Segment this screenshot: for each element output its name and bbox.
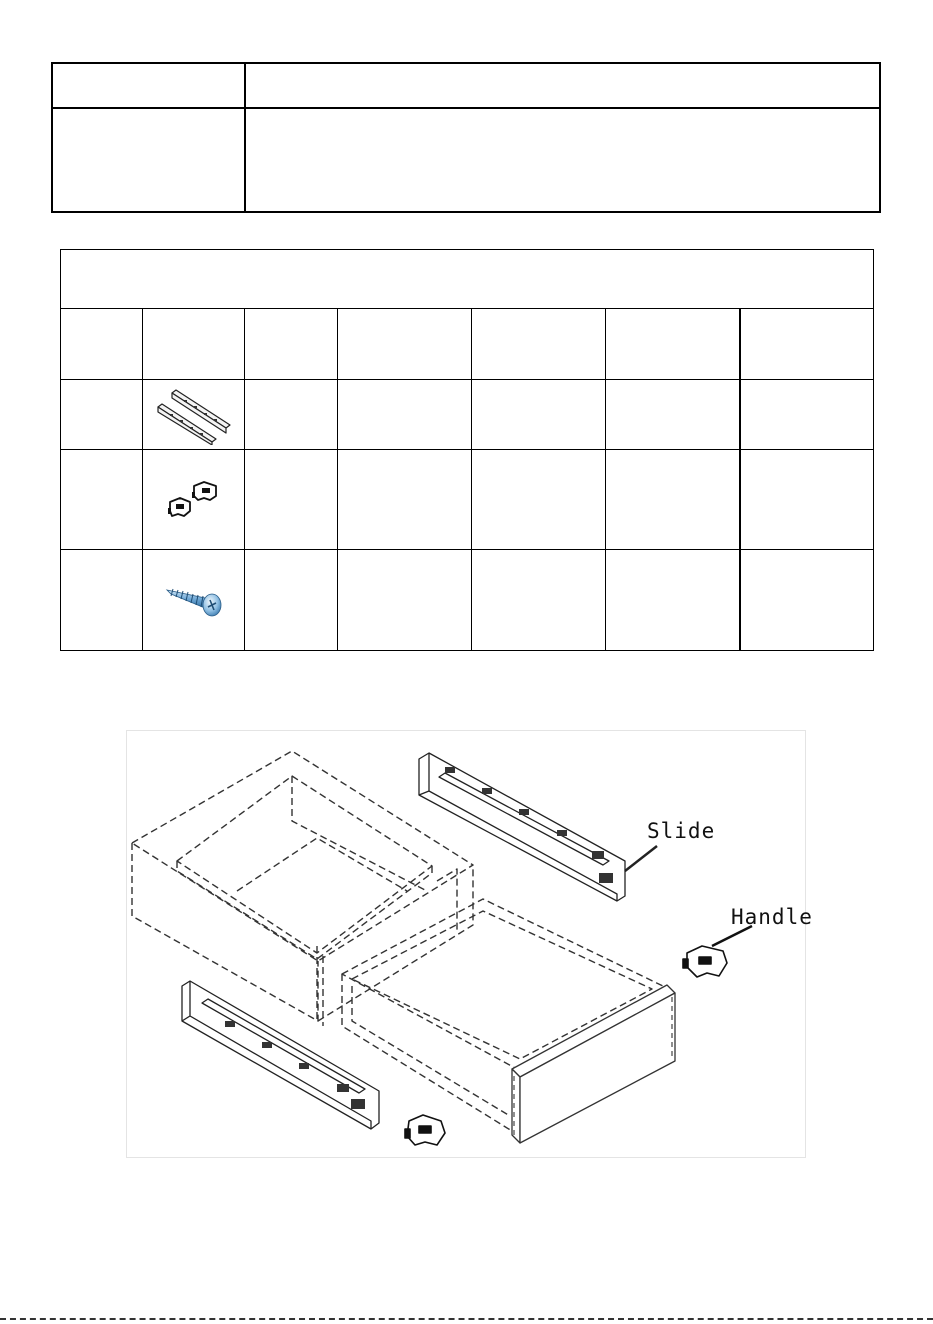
handle-clip-bottom (405, 1115, 445, 1145)
part-cell (740, 550, 874, 651)
info-value-cell (245, 63, 880, 108)
exploded-view-drawing (127, 731, 807, 1159)
part-cell (472, 450, 606, 550)
header-cell (740, 309, 874, 380)
page-bottom-edge (0, 1318, 933, 1320)
header-cell (338, 309, 472, 380)
part-image-cell (143, 450, 245, 550)
part-cell (740, 380, 874, 450)
info-label-cell (52, 108, 245, 212)
slide-rail-lower (182, 981, 379, 1129)
part-cell (61, 450, 143, 550)
drawer-front-panel (512, 985, 675, 1143)
part-cell (338, 550, 472, 651)
info-label-cell (52, 63, 245, 108)
part-image-cell (143, 380, 245, 450)
assembly-diagram (126, 730, 813, 1158)
part-cell (61, 550, 143, 651)
part-cell (740, 450, 874, 550)
slide-rail-upper (419, 753, 657, 901)
part-cell (338, 380, 472, 450)
part-row (61, 380, 874, 450)
part-cell (338, 450, 472, 550)
part-cell (245, 450, 338, 550)
parts-table-title-row (61, 250, 874, 309)
part-cell (245, 380, 338, 450)
header-cell (61, 309, 143, 380)
part-image-cell (143, 550, 245, 651)
parts-table-header-row (61, 309, 874, 380)
header-cell (245, 309, 338, 380)
handle-clip-right (683, 926, 752, 977)
part-cell (606, 450, 740, 550)
header-cell (472, 309, 606, 380)
part-cell (606, 380, 740, 450)
parts-table-title (61, 250, 874, 309)
part-cell (245, 550, 338, 651)
info-value-cell (245, 108, 880, 212)
info-row (52, 108, 880, 212)
part-row (61, 550, 874, 651)
handle-callout-label: Handle (731, 905, 813, 929)
header-cell (143, 309, 245, 380)
part-row (61, 450, 874, 550)
slide-callout-label: Slide (647, 819, 716, 843)
screw-icon (163, 580, 225, 620)
part-cell (472, 380, 606, 450)
part-cell (472, 550, 606, 651)
info-row (52, 63, 880, 108)
drawer-clip-pair-icon (164, 478, 224, 522)
info-table (51, 62, 881, 213)
slide-rail-pair-icon (152, 385, 236, 445)
part-cell (606, 550, 740, 651)
header-cell (606, 309, 740, 380)
part-cell (61, 380, 143, 450)
parts-table (60, 249, 874, 651)
